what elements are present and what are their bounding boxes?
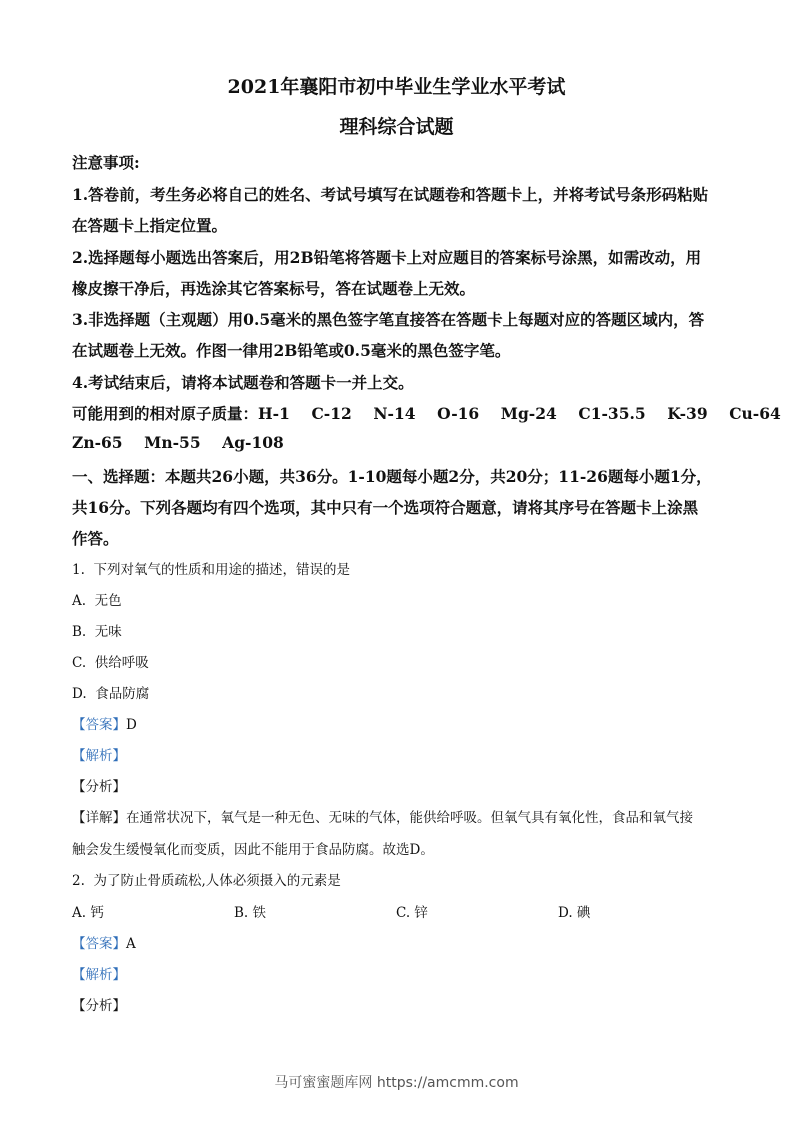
q1-option-c: C. 供给呼吸 [72,655,149,671]
q1-stem: 1. 下列对氧气的性质和用途的描述，错误的是 [72,562,350,578]
q1-detail-line-1: 【详解】在通常状况下，氧气是一种无色、无味的气体，能供给呼吸。但氧气具有氧化性，食品和氧气接 [72,810,693,826]
footer-watermark: 马可蜜蜜题库网 https://amcmm.com [274,1075,519,1091]
section-line-3: 作答。 [72,529,119,548]
note-line-6: 在试题卷上无效。作图一律用2B铅笔或0.5毫米的黑色签字笔。 [72,341,511,360]
note-line-1: 1.答卷前，考生务必将自己的姓名、考试号填写在试题卷和答题卡上，并将考试号条形码粘贴 [72,185,709,204]
note-line-2: 在答题卡上指定位置。 [72,216,228,235]
q1-analysis-tag: 【解析】 [72,748,126,764]
q2-option-b: B. 铁 [234,905,267,921]
q1-answer-value: D [126,717,137,733]
q1-option-a: A. 无色 [72,593,122,609]
q2-answer [72,932,136,952]
q2-options-row [72,901,722,921]
q2-option-d: D. 碘 [558,905,591,921]
q2-option-a: A. 钙 [72,905,104,921]
note-line-7: 4.考试结束后，请将本试题卷和答题卡一并上交。 [72,373,414,392]
q2-stem: 2. 为了防止骨质疏松,人体必须摄入的元素是 [72,873,341,889]
note-line-5: 3.非选择题（主观题）用0.5毫米的黑色签字笔直接答在答题卡上每题对应的答题区域内，答 [72,310,705,329]
q1-detail-line-2: 触会发生缓慢氧化而变质，因此不能用于食品防腐。故选D。 [72,842,434,858]
note-line-3: 2.选择题每小题选出答案后，用2B铅笔将答题卡上对应题目的答案标号涂黑，如需改动，用 [72,248,702,267]
answer-tag: 【答案】 [72,717,126,733]
q2-analysis-tag: 【解析】 [72,967,126,983]
notes-heading: 注意事项: [72,153,140,172]
q1-fenxi: 【分析】 [72,779,126,795]
exam-subtitle: 理科综合试题 [339,116,454,138]
q2-fenxi: 【分析】 [72,998,126,1014]
note-line-4: 橡皮擦干净后，再选涂其它答案标号，答在试题卷上无效。 [72,279,476,298]
exam-title: 2021年襄阳市初中毕业生学业水平考试 [227,76,566,98]
q2-answer-value: A [126,936,136,952]
q1-answer [72,713,137,733]
q1-option-b: B. 无味 [72,624,122,640]
section-line-2: 共16分。下列各题均有四个选项，其中只有一个选项符合题意，请将其序号在答题卡上涂黑 [72,498,699,517]
atomic-mass-line-2: Zn-65 Mn-55 Ag-108 [72,433,284,452]
section-line-1: 一、选择题：本题共26小题，共36分。1-10题每小题2分，共20分；11-26题每小题1分， [72,467,712,486]
atomic-mass-line-1: 可能用到的相对原子质量：H-1 C-12 N-14 O-16 Mg-24 C1-35.5 K-39 Cu-64 [72,404,781,423]
q1-option-d: D. 食品防腐 [72,686,150,702]
answer-tag: 【答案】 [72,936,126,952]
q2-option-c: C. 锌 [396,905,428,921]
